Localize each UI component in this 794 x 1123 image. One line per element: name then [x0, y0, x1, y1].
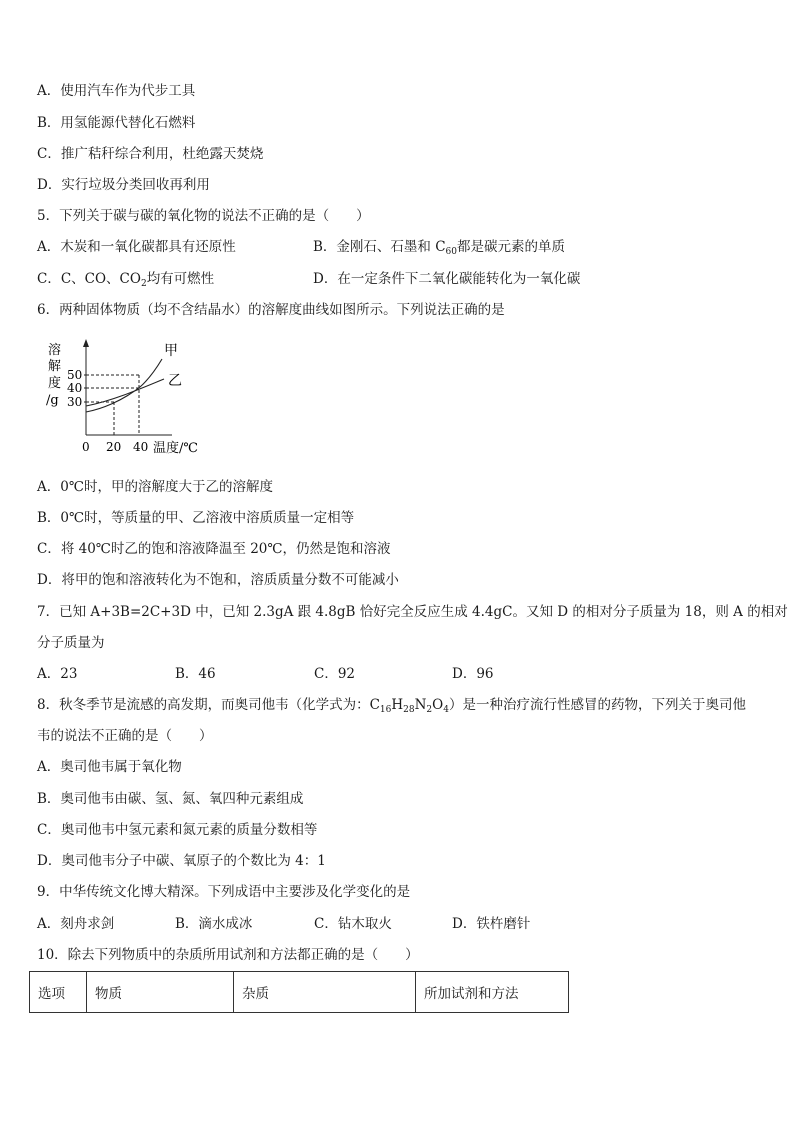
q7-option-d: D．96: [452, 666, 494, 682]
x-tick-0: 0: [82, 440, 90, 454]
x-tick-20: 20: [106, 440, 122, 454]
header-option: 选项: [30, 972, 87, 1013]
q9-option-b: B．滴水成冰: [175, 916, 253, 932]
y-label-char-2: 解: [48, 359, 62, 374]
q5-option-b: B．金刚石、石墨和 $C_{60}$都是碳元素的单质: [313, 239, 565, 257]
y-label-char-4: /g: [46, 393, 59, 408]
q8-option-c: C．奥司他韦中氢元素和氮元素的质量分数相等: [37, 822, 318, 838]
q6-option-d: D．将甲的饱和溶液转化为不饱和，溶质质量分数不可能减小: [37, 572, 399, 588]
solubility-curve-graph: [40, 337, 215, 459]
table-header-row: [30, 972, 569, 1013]
y-axis-arrow: [83, 339, 89, 347]
q10-stem: 10．除去下列物质中的杂质所用试剂和方法都正确的是（ ）: [37, 947, 419, 963]
header-reagent-method: 所加试剂和方法: [416, 972, 569, 1013]
q5-option-a: A．木炭和一氧化碳都具有还原性: [37, 239, 236, 255]
q7-stem-line2: 分子质量为: [37, 635, 105, 651]
q4-option-b: B．用氢能源代替化石燃料: [37, 115, 196, 131]
q9-option-a: A．刻舟求剑: [37, 916, 115, 932]
y-label-char-1: 溶: [48, 343, 62, 358]
q8-stem-line1: 8．秋冬季节是流感的高发期，而奥司他韦（化学式为：$C_{16}H_{28}N_2O_4$）是一种治疗流行性感冒的药物，下列关于奥司他: [37, 697, 746, 715]
y-label-char-3: 度: [48, 376, 62, 391]
q6-option-b: B．0℃时，等质量的甲、乙溶液中溶质质量一定相等: [37, 510, 355, 526]
q7-stem-line1: 7．已知 A+3B=2C+3D 中，已知 2.3gA 跟 4.8gB 恰好完全反应生成 4.4gC。又知 D 的相对分子质量为 18，则 A 的相对: [37, 604, 788, 620]
q6-option-a: A．0℃时，甲的溶解度大于乙的溶解度: [37, 479, 273, 495]
q7-option-c: C．92: [314, 666, 356, 682]
y-tick-30: 30: [67, 395, 83, 409]
q6-option-c: C．将 40℃时乙的饱和溶液降温至 20℃，仍然是饱和溶液: [37, 541, 391, 557]
q8-option-d: D．奥司他韦分子中碳、氧原子的个数比为 4：1: [37, 853, 326, 869]
q10-options-table: [29, 971, 569, 1013]
curve-label-jia: 甲: [164, 343, 178, 359]
q4-option-a: A．使用汽车作为代步工具: [37, 83, 196, 99]
q7-option-b: B．46: [175, 666, 216, 682]
y-tick-40: 40: [67, 381, 83, 395]
q9-option-d: D．铁杵磨针: [452, 916, 531, 932]
q8-option-a: A．奥司他韦属于氧化物: [37, 759, 182, 775]
q8-stem-line2: 韦的说法不正确的是（ ）: [37, 728, 213, 744]
header-impurity: 杂质: [234, 972, 416, 1013]
q5-option-d: D．在一定条件下二氧化碳能转化为一氧化碳: [313, 271, 581, 287]
x-tick-40: 40: [133, 440, 149, 454]
q4-option-d: D．实行垃圾分类回收再利用: [37, 177, 210, 193]
y-tick-50: 50: [67, 368, 83, 382]
header-substance: 物质: [87, 972, 234, 1013]
q9-stem: 9．中华传统文化博大精深。下列成语中主要涉及化学变化的是: [37, 884, 411, 900]
curve-jia: [86, 359, 162, 412]
q8-option-b: B．奥司他韦由碳、氢、氮、氧四种元素组成: [37, 791, 304, 807]
curve-label-yi: 乙: [168, 373, 182, 389]
q5-stem: 5．下列关于碳与碳的氧化物的说法不正确的是（ ）: [37, 208, 370, 224]
q7-option-a: A．23: [37, 666, 78, 682]
q6-stem: 6．两种固体物质（均不含结晶水）的溶解度曲线如图所示。下列说法正确的是: [37, 302, 505, 318]
q5-option-c: C．C、CO、$CO_2$均有可燃性: [37, 271, 215, 289]
x-axis-label: 温度/℃: [153, 441, 198, 456]
q9-option-c: C．钻木取火: [314, 916, 392, 932]
q4-option-c: C．推广秸秆综合利用，杜绝露天焚烧: [37, 146, 264, 162]
